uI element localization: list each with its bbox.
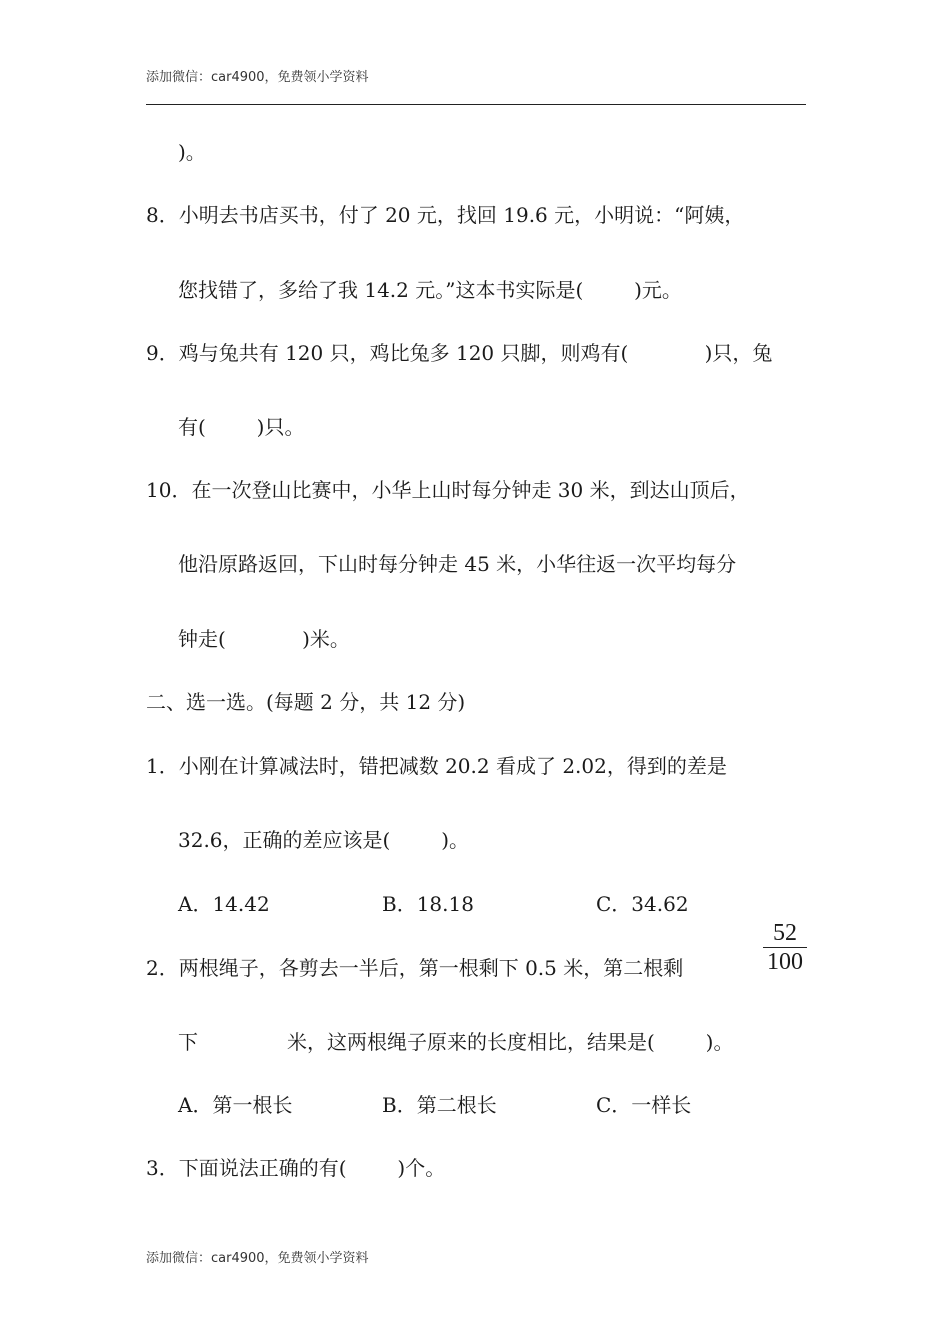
question-9-line-1: 9．鸡与兔共有 120 只，鸡比兔多 120 只脚，则鸡有( )只，兔	[146, 341, 773, 365]
choice-2-option-b: B．第二根长	[382, 1093, 497, 1117]
fraction-denominator: 100	[767, 949, 803, 975]
choice-1-line-1: 1．小刚在计算减法时，错把减数 20.2 看成了 2.02，得到的差是	[146, 754, 727, 778]
question-8-line-1: 8．小明去书店买书，付了 20 元，找回 19.6 元，小明说：“阿姨，	[146, 203, 745, 227]
fraction-52-over-100	[763, 920, 807, 975]
choice-3-line-1: 3．下面说法正确的有( )个。	[146, 1156, 446, 1180]
fraction-bar	[763, 947, 807, 948]
page-footer: 添加微信：car4900，免费领小学资料	[146, 1251, 369, 1266]
fraction-numerator: 52	[773, 920, 797, 946]
question-9-line-2: 有( )只。	[178, 415, 305, 439]
question-10-line-3: 钟走( )米。	[178, 627, 350, 651]
choice-2-option-a: A．第一根长	[178, 1093, 293, 1117]
choice-1-option-a: A．14.42	[178, 892, 270, 916]
header-divider	[146, 104, 806, 105]
question-8-line-2: 您找错了，多给了我 14.2 元。”这本书实际是( )元。	[178, 278, 682, 302]
question-10-line-1: 10．在一次登山比赛中，小华上山时每分钟走 30 米，到达山顶后，	[146, 478, 750, 502]
choice-2-line-2: 下 米，这两根绳子原来的长度相比，结果是( )。	[178, 1030, 734, 1054]
choice-2-option-c: C．一样长	[596, 1093, 692, 1117]
choice-2-line-1: 2．两根绳子，各剪去一半后，第一根剩下 0.5 米，第二根剩	[146, 956, 684, 980]
choice-1-option-c: C．34.62	[596, 892, 689, 916]
question-10-line-2: 他沿原路返回，下山时每分钟走 45 米，小华往返一次平均每分	[178, 552, 737, 576]
choice-1-line-2: 32.6，正确的差应该是( )。	[178, 828, 469, 852]
prev-question-tail: )。	[178, 140, 206, 164]
page-header: 添加微信：car4900，免费领小学资料	[146, 70, 369, 85]
section-2-heading: 二、选一选。(每题 2 分，共 12 分)	[146, 690, 466, 714]
choice-1-option-b: B．18.18	[382, 892, 474, 916]
